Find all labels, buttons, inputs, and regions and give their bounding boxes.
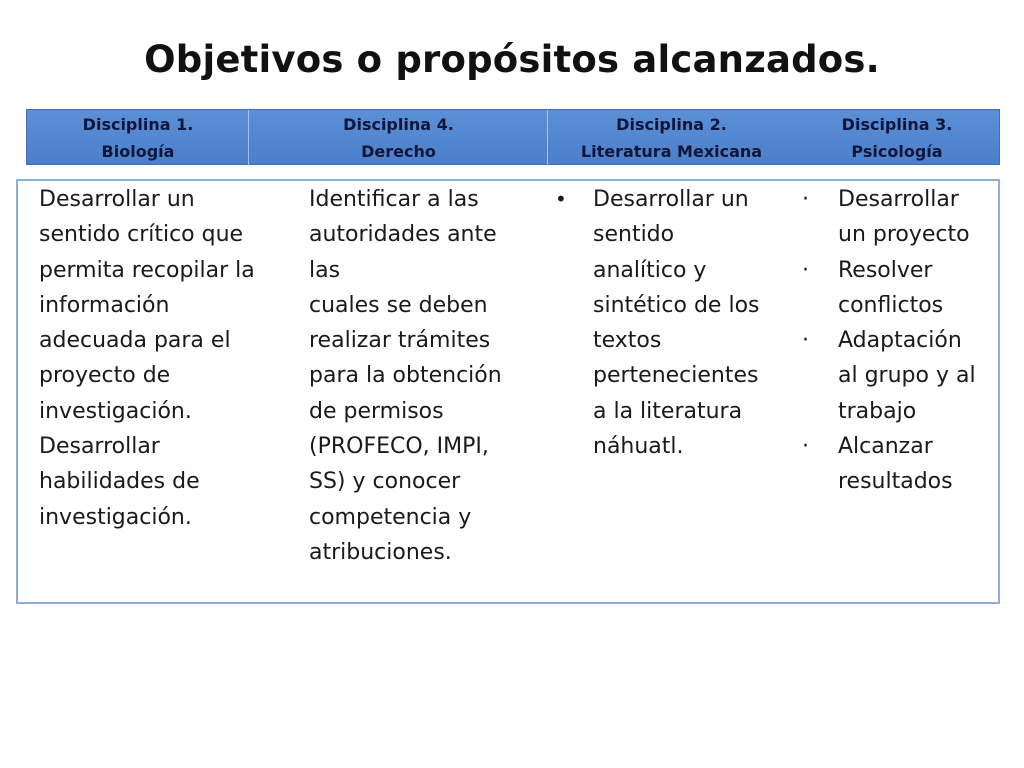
list-item <box>838 429 998 500</box>
header-line-2: Literatura Mexicana <box>580 142 763 161</box>
text-line: cuales se deben <box>309 292 488 318</box>
text-line: Alcanzar <box>838 434 933 460</box>
header-line-2: Derecho <box>361 142 436 161</box>
column-derecho <box>309 182 549 570</box>
text-line: Desarrollar <box>838 187 959 212</box>
text-line: trabajo <box>838 398 917 424</box>
text-line: habilidades de <box>39 469 200 495</box>
text-line: SS) y conocer <box>309 469 461 495</box>
text-line: investigación. <box>39 398 192 424</box>
list-item <box>838 182 998 253</box>
text-line: resultados <box>838 469 953 495</box>
list-item <box>838 253 998 324</box>
text-line: un proyecto <box>838 222 970 248</box>
table-header <box>26 109 1000 165</box>
text-line: textos <box>593 328 662 354</box>
text-line: al grupo y al <box>838 363 976 389</box>
bullet-icon: · <box>802 328 809 354</box>
text-line: proyecto de <box>39 363 171 389</box>
text-line: analítico y <box>593 257 707 283</box>
header-line-1: Disciplina 3. <box>841 115 953 134</box>
bullet-icon: · <box>802 434 809 460</box>
column-biologia <box>39 182 309 535</box>
text-line: para la obtención <box>309 363 502 389</box>
text-line: sintético de los <box>593 292 760 318</box>
header-line-2: Psicología <box>851 142 943 161</box>
list-item <box>838 323 998 429</box>
text-line: atribuciones. <box>309 539 452 565</box>
bullet-icon: · <box>802 187 809 212</box>
text-line: investigación. <box>39 504 192 530</box>
text-line: información <box>39 292 170 318</box>
header-disciplina-4 <box>249 110 548 166</box>
text-line: (PROFECO, IMPI, <box>309 434 489 460</box>
header-line-2: Biología <box>101 142 175 161</box>
text-line: Adaptación <box>838 328 962 354</box>
text-line: sentido crítico que <box>39 222 244 248</box>
text-line: Resolver <box>838 257 933 283</box>
text-line: Desarrollar un <box>39 187 195 212</box>
text-line: realizar trámites <box>309 328 491 354</box>
text-line: náhuatl. <box>593 434 684 460</box>
text-line: las <box>309 257 341 283</box>
content-table-body <box>16 179 1000 604</box>
header-line-1: Disciplina 1. <box>82 115 194 134</box>
slide-title: Objetivos o propósitos alcanzados. <box>144 38 880 81</box>
text-line: sentido <box>593 222 675 248</box>
text-line: Desarrollar un <box>593 187 749 212</box>
text-line: pertenecientes <box>593 363 759 389</box>
text-line: Desarrollar <box>39 434 160 460</box>
text-line: adecuada para el <box>39 328 231 354</box>
header-line-1: Disciplina 2. <box>616 115 727 134</box>
text-line: Identificar a las <box>309 187 479 212</box>
header-disciplina-1 <box>27 110 249 166</box>
text-line: conflictos <box>838 292 944 318</box>
header-line-1: Disciplina 4. <box>343 115 454 134</box>
bullet-icon: · <box>802 257 809 283</box>
text-line: permita recopilar la <box>39 257 255 283</box>
text-line: autoridades ante <box>309 222 497 248</box>
header-disciplina-3 <box>795 110 999 166</box>
text-line: de permisos <box>309 398 444 424</box>
header-disciplina-2 <box>548 110 795 166</box>
text-line: a la literatura <box>593 398 743 424</box>
bullet-icon: • <box>555 187 567 211</box>
list-item <box>593 182 798 464</box>
text-line: competencia y <box>309 504 472 530</box>
